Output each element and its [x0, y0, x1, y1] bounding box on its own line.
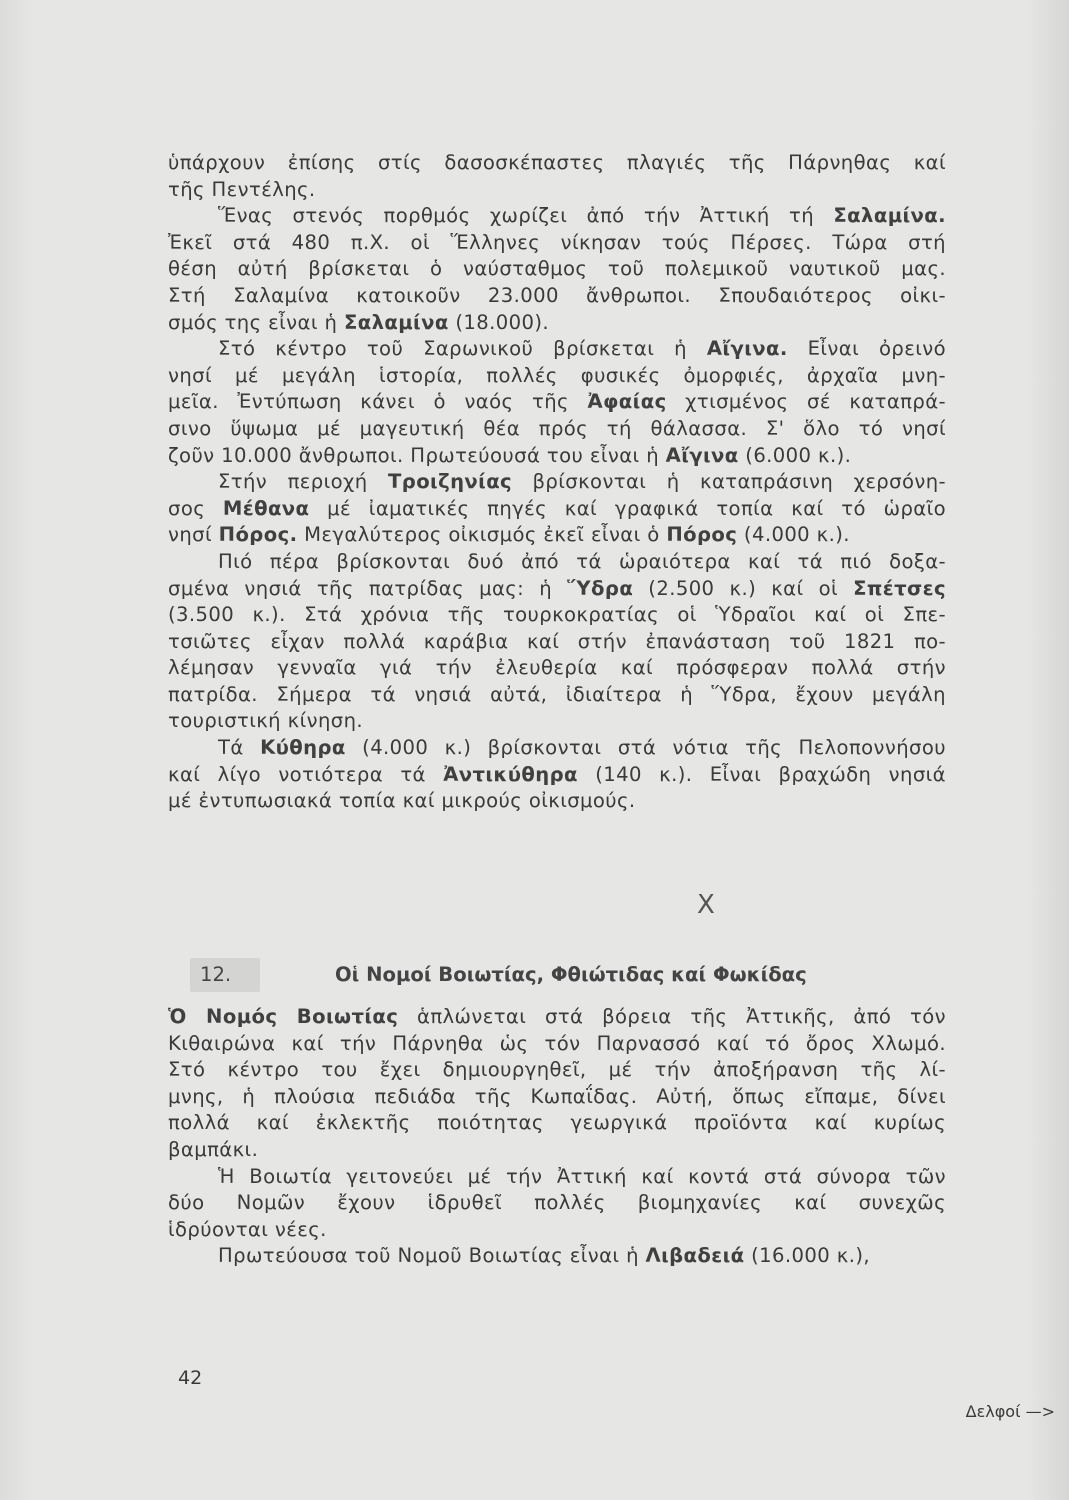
text-line: [168, 1137, 946, 1164]
text-run: θέση αὐτή βρίσκεται ὁ ναύσταθμος τοῦ πολεμικοῦ ναυτικοῦ μας.: [168, 257, 946, 281]
body-text-top: [168, 150, 946, 815]
text-line: [168, 708, 946, 735]
text-line: [168, 203, 946, 230]
text-run: Μεγαλύτερος οἰκισμός ἐκεῖ εἶναι ὁ: [297, 523, 667, 547]
page-number: 42: [178, 1367, 203, 1389]
text-line: [168, 416, 946, 443]
text-run: δύο Νομῶν ἔχουν ἱδρυθεῖ πολλές βιομηχανίες καί συνεχῶς: [168, 1191, 946, 1215]
text-run: νησί: [168, 523, 219, 547]
text-run: λέμησαν γενναῖα γιά τήν ἐλευθερία καί πρόσφεραν πολλά στήν: [168, 656, 946, 680]
text-line: [168, 549, 946, 576]
bold-term: Πόρος: [666, 523, 738, 547]
text-line: [168, 788, 946, 815]
text-line: [168, 1004, 946, 1031]
arrow-right-icon: —>: [1025, 1402, 1055, 1421]
text-line: [168, 1164, 946, 1191]
text-run: (16.000 κ.),: [744, 1244, 870, 1268]
text-line: [168, 150, 946, 177]
text-line: [168, 256, 946, 283]
text-line: [168, 336, 946, 363]
text-line: [168, 762, 946, 789]
text-line: [168, 602, 946, 629]
section-heading: [190, 958, 950, 992]
text-run: (2.500 κ.) καί οἱ: [633, 576, 854, 600]
bold-term: Μέθανα: [222, 496, 310, 520]
text-run: Ἡ Βοιωτία γειτονεύει μέ τήν Ἀττική καί κοντά στά σύνορα τῶν: [218, 1164, 946, 1188]
bold-term: Λιβαδειά: [645, 1244, 745, 1268]
text-run: Ἕνας στενός πορθμός χωρίζει ἀπό τήν Ἀττική τή: [218, 204, 834, 228]
text-line: [168, 1190, 946, 1217]
text-run: ὑπάρχουν ἐπίσης στίς δασοσκέπαστες πλαγιές τῆς Πάρνηθας καί: [168, 151, 946, 174]
text-line: [168, 682, 946, 709]
text-run: πατρίδα. Σήμερα τά νησιά αὐτά, ἰδιαίτερα ἡ Ὕδρα, ἔχουν μεγάλη: [168, 682, 946, 706]
bold-term: Σαλαμίνα: [343, 310, 449, 334]
text-line: [168, 1057, 946, 1084]
text-run: σμός της εἶναι ἡ: [168, 310, 344, 334]
bold-term: Σαλαμίνα.: [833, 204, 946, 228]
text-line: [168, 283, 946, 310]
text-run: Τά: [218, 736, 261, 760]
text-run: (4.000 κ.).: [737, 523, 850, 547]
text-line: [168, 177, 946, 204]
text-line: [168, 1217, 946, 1244]
text-line: [168, 363, 946, 390]
text-run: σμένα νησιά τῆς πατρίδας μας: ἡ: [168, 576, 568, 600]
next-topic-label: Δελφοί: [965, 1402, 1021, 1421]
section-number: 12.: [200, 963, 232, 986]
text-run: ἱδρύονται νέες.: [168, 1217, 327, 1241]
text-line: [168, 496, 946, 523]
bold-term: Ὕδρα: [567, 576, 634, 600]
text-run: Στή Σαλαμίνα κατοικοῦν 23.000 ἄνθρωποι. Σπουδαιότερος οἰκι-: [168, 283, 946, 307]
text-run: (3.500 κ.). Στά χρόνια τῆς τουρκοκρατίας οἱ Ὑδραῖοι καί οἱ Σπε-: [168, 603, 946, 627]
text-run: βρίσκονται ἡ καταπράσινη χερσόνη-: [512, 470, 946, 494]
text-run: ἁπλώνεται στά βόρεια τῆς Ἀττικῆς, ἀπό τόν: [398, 1005, 946, 1028]
body-text-bottom: [168, 1004, 946, 1270]
bold-term: Αἴγινα.: [706, 337, 788, 361]
text-run: (4.000 κ.) βρίσκονται στά νότια τῆς Πελοποννήσου: [345, 736, 946, 760]
bold-term: Σπέτσες: [853, 576, 946, 600]
text-run: Πρωτεύουσα τοῦ Νομοῦ Βοιωτίας εἶναι ἡ: [218, 1244, 646, 1268]
text-line: [168, 230, 946, 257]
text-run: Στήν περιοχή: [218, 470, 388, 494]
text-line: [168, 576, 946, 603]
handwritten-x-mark: X: [697, 890, 715, 920]
text-line: [168, 629, 946, 656]
text-run: μνης, ἡ πλούσια πεδιάδα τῆς Κωπαΐδας. Αὐτή, ὅπως εἴπαμε, δίνει: [168, 1084, 946, 1108]
text-run: μέ ἐντυπωσιακά τοπία καί μικρούς οἰκισμούς.: [168, 789, 636, 813]
text-line: [168, 735, 946, 762]
text-run: σος: [168, 496, 223, 520]
text-line: [168, 443, 946, 470]
text-run: νησί μέ μεγάλη ἱστορία, πολλές φυσικές ὀμορφιές, ἀρχαῖα μνη-: [168, 363, 946, 387]
text-run: Στό κέντρο τοῦ Σαρωνικοῦ βρίσκεται ἡ: [218, 337, 707, 361]
next-topic-nav: [966, 1402, 1055, 1421]
text-run: τουριστική κίνηση.: [168, 709, 364, 733]
bold-term: Ἀφαίας: [587, 390, 667, 414]
text-run: τῆς Πεντέλης.: [168, 177, 316, 201]
text-run: Στό κέντρο του ἔχει δημιουργηθεῖ, μέ τήν ἀποξήρανση τῆς λί-: [168, 1058, 946, 1082]
text-run: (6.000 κ.).: [738, 443, 852, 467]
text-run: Κιθαιρώνα καί τήν Πάρνηθα ὡς τόν Παρνασσό καί τό ὄρος Χλωμό.: [168, 1031, 946, 1055]
text-run: ζοῦν 10.000 ἄνθρωποι. Πρωτεύουσά του εἶναι ἡ: [168, 443, 666, 467]
text-run: (18.000).: [448, 310, 550, 334]
text-run: καί λίγο νοτιότερα τά: [168, 762, 444, 786]
bold-term: Ὁ Νομός Βοιωτίας: [168, 1005, 399, 1028]
text-run: μέ ἰαματικές πηγές καί γραφικά τοπία καί τό ὡραῖο: [309, 496, 947, 520]
text-run: Πιό πέρα βρίσκονται δυό ἀπό τά ὡραιότερα καί τά πιό δοξα-: [218, 549, 946, 573]
text-line: [168, 1110, 946, 1137]
section-title: Οἱ Νομοί Βοιωτίας, Φθιώτιδας καί Φωκίδας: [335, 963, 807, 986]
text-run: χτισμένος σέ καταπρά-: [666, 390, 947, 414]
bold-term: Ἀντικύθηρα: [443, 762, 578, 786]
text-line: [168, 655, 946, 682]
text-run: Εἶναι ὀρεινό: [787, 337, 946, 361]
text-run: Ἐκεῖ στά 480 π.Χ. οἱ Ἕλληνες νίκησαν τούς Πέρσες. Τώρα στή: [168, 230, 946, 254]
text-run: (140 κ.). Εἶναι βραχώδη νησιά: [577, 762, 946, 786]
text-run: σινο ὕψωμα μέ μαγευτική θέα πρός τή θάλασσα. Σ' ὅλο τό νησί: [168, 416, 946, 440]
text-line: [168, 522, 946, 549]
bold-term: Τροιζηνίας: [388, 470, 513, 494]
text-run: βαμπάκι.: [168, 1137, 259, 1161]
text-run: μεῖα. Ἐντύπωση κάνει ὁ ναός τῆς: [168, 390, 588, 414]
bold-term: Κύθηρα: [260, 736, 346, 760]
text-line: [168, 310, 946, 337]
bold-term: Πόρος.: [218, 523, 298, 547]
text-line: [168, 469, 946, 496]
bold-term: Αἴγινα: [665, 443, 739, 467]
text-line: [168, 1084, 946, 1111]
text-run: τσιῶτες εἶχαν πολλά καράβια καί στήν ἐπανάσταση τοῦ 1821 πο-: [168, 629, 946, 653]
text-run: πολλά καί ἐκλεκτῆς ποιότητας γεωργικά προϊόντα καί κυρίως: [168, 1111, 946, 1135]
text-line: [168, 1243, 946, 1270]
text-line: [168, 389, 946, 416]
text-line: [168, 1031, 946, 1058]
